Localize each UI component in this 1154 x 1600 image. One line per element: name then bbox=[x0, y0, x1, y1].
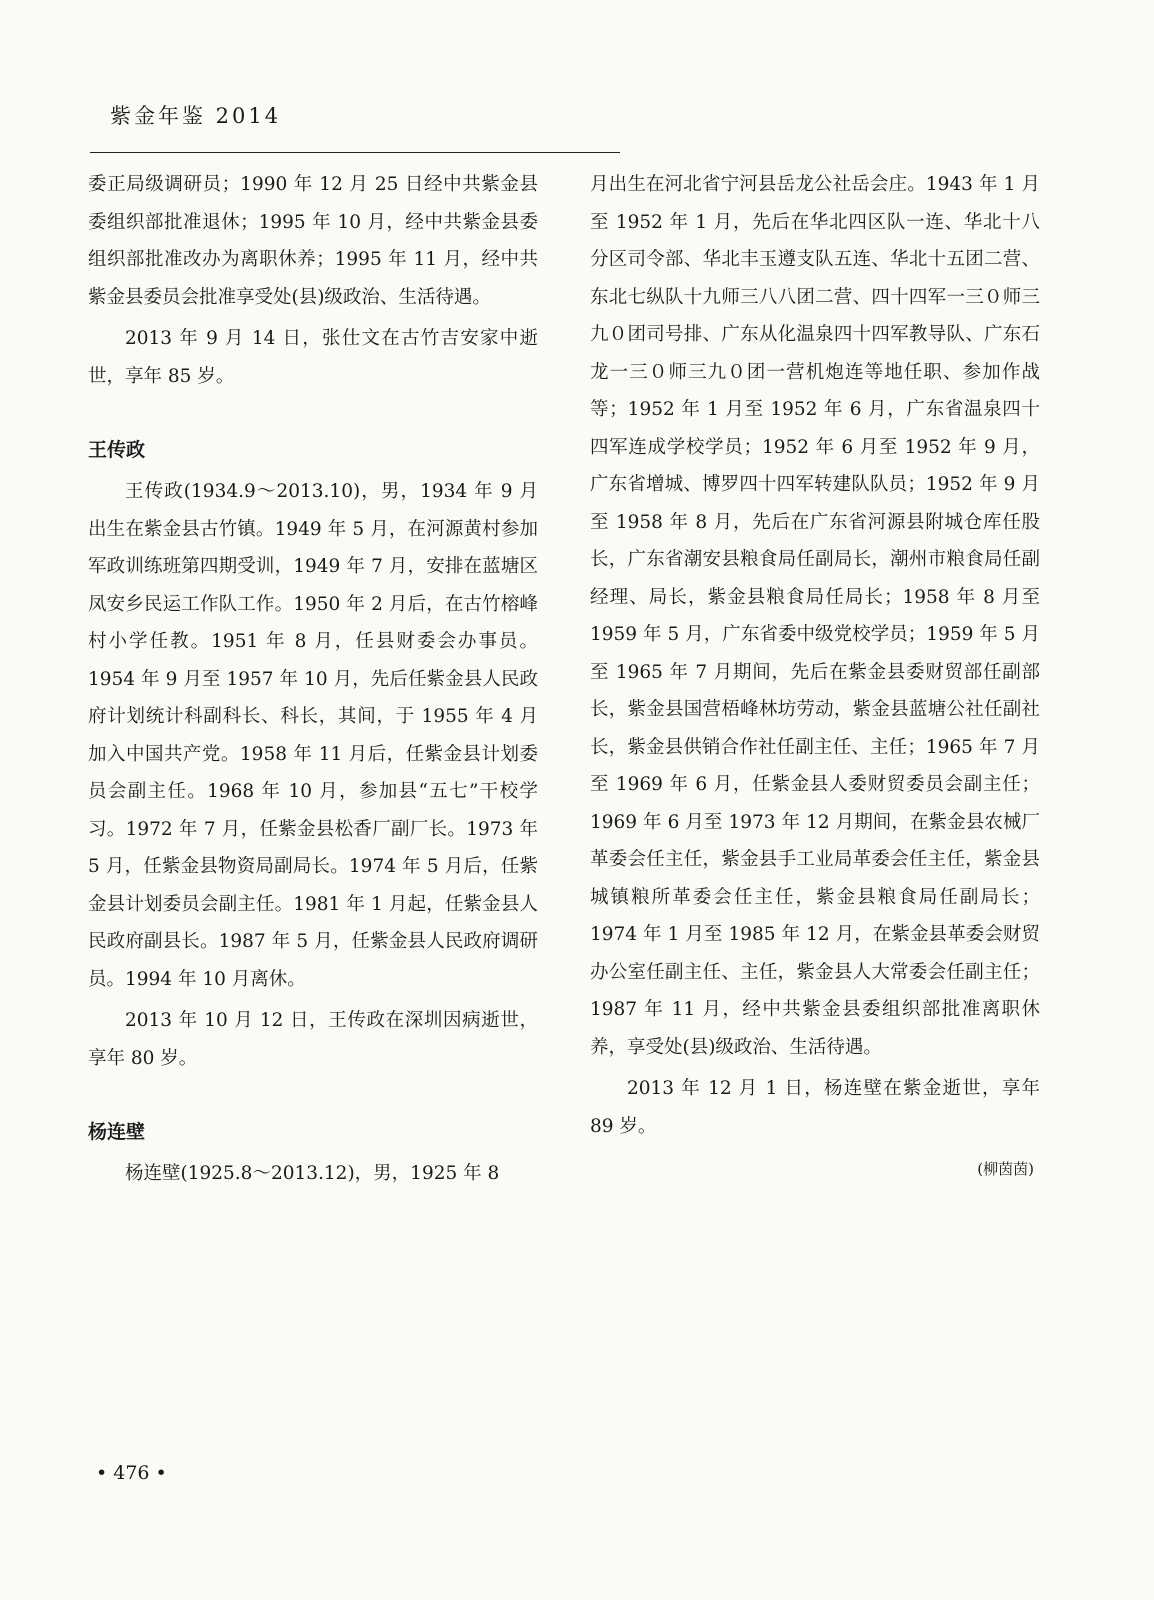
header-rule bbox=[90, 152, 620, 153]
left-column bbox=[88, 166, 538, 1193]
heading-wang-chuanzheng: 王传政 bbox=[88, 439, 146, 461]
paragraph-death-zhang: 2013 年 9 月 14 日，张仕文在古竹吉安家中逝世，享年 85 岁。 bbox=[88, 328, 538, 387]
paragraph-wang-bio: 王传政(1934.9～2013.10)，男，1934 年 9 月出生在紫金县古竹镇。1949 年 5 月，在河源黄村参加军政训练班第四期受训，1949 年 7 月，安排在蓝塘区凤安乡民运工作队工作。1950 年 2 月后，在古竹榕峰村小学任教。1951 年 8 月，任县财委会办事员。1954 年 9 月至 1957 年 10 月，先后任紫金县人民政府计划统计科副科长、科长，其间，于 1955 年 4 月加入中国共产党。1958 年 11 月后，任紫金县计划委员会副主任。1968 年 10 月，参加县“五七”干校学习。1972 年 7 月，任紫金县松香厂副厂长。1973 年 5 月，任紫金县物资局副局长。1974 年 5 月后，任紫金县计划委员会副主任。1981 年 1 月起，任紫金县人民政府副县长。1987 年 5 月，任紫金县人民政府调研员。1994 年 10 月离休。 bbox=[88, 481, 538, 990]
page-number: • 476 • bbox=[96, 1462, 167, 1484]
paragraph-wang-death: 2013 年 10 月 12 日，王传政在深圳因病逝世，享年 80 岁。 bbox=[88, 1010, 538, 1069]
heading-yang-lianbi: 杨连壁 bbox=[88, 1121, 146, 1143]
author-credit: (柳茵茵) bbox=[977, 1160, 1034, 1178]
running-title: 紫金年鉴 2014 bbox=[110, 104, 282, 128]
paragraph-yang-death: 2013 年 12 月 1 日，杨连壁在紫金逝世，享年 89 岁。 bbox=[590, 1078, 1040, 1137]
right-column bbox=[590, 166, 1040, 1189]
paragraph-continued: 委正局级调研员；1990 年 12 月 25 日经中共紫金县委组织部批准退休；1995 年 10 月，经中共紫金县委组织部批准改办为离职休养；1995 年 11 月，经中共紫金县委员会批准享受处(县)级政治、生活待遇。 bbox=[88, 174, 538, 308]
paragraph-yang-bio: 月出生在河北省宁河县岳龙公社岳会庄。1943 年 1 月至 1952 年 1 月，先后在华北四区队一连、华北十八分区司令部、华北丰玉遵支队五连、华北十五团二营、东北七纵队十九师三八八团二营、四十四军一三０师三九０团司号排、广东从化温泉四十四军教导队、广东石龙一三０师三九０团一营机炮连等地任职、参加作战等；1952 年 1 月至 1952 年 6 月，广东省温泉四十四军连成学校学员；1952 年 6 月至 1952 年 9 月，广东省增城、博罗四十四军转建队队员；1952 年 9 月至 1958 年 8 月，先后在广东省河源县附城仓库任股长，广东省潮安县粮食局任副局长，潮州市粮食局任副经理、局长，紫金县粮食局任局长；1958 年 8 月至 1959 年 5 月，广东省委中级党校学员；1959 年 5 月至 1965 年 7 月期间，先后在紫金县委财贸部任副部长，紫金县国营梧峰林坊劳动，紫金县蓝塘公社任副社长，紫金县供销合作社任副主任、主任；1965 年 7 月至 1969 年 6 月，任紫金县人委财贸委员会副主任；1969 年 6 月至 1973 年 12 月期间，在紫金县农械厂革委会任主任，紫金县手工业局革委会任主任，紫金县城镇粮所革委会任主任，紫金县粮食局任副局长；1974 年 1 月至 1985 年 12 月，在紫金县革委会财贸办公室任副主任、主任，紫金县人大常委会任副主任；1987 年 11 月，经中共紫金县委组织部批准离职休养，享受处(县)级政治、生活待遇。 bbox=[590, 174, 1040, 1058]
paragraph-yang-intro: 杨连壁(1925.8～2013.12)，男，1925 年 8 bbox=[125, 1163, 500, 1184]
